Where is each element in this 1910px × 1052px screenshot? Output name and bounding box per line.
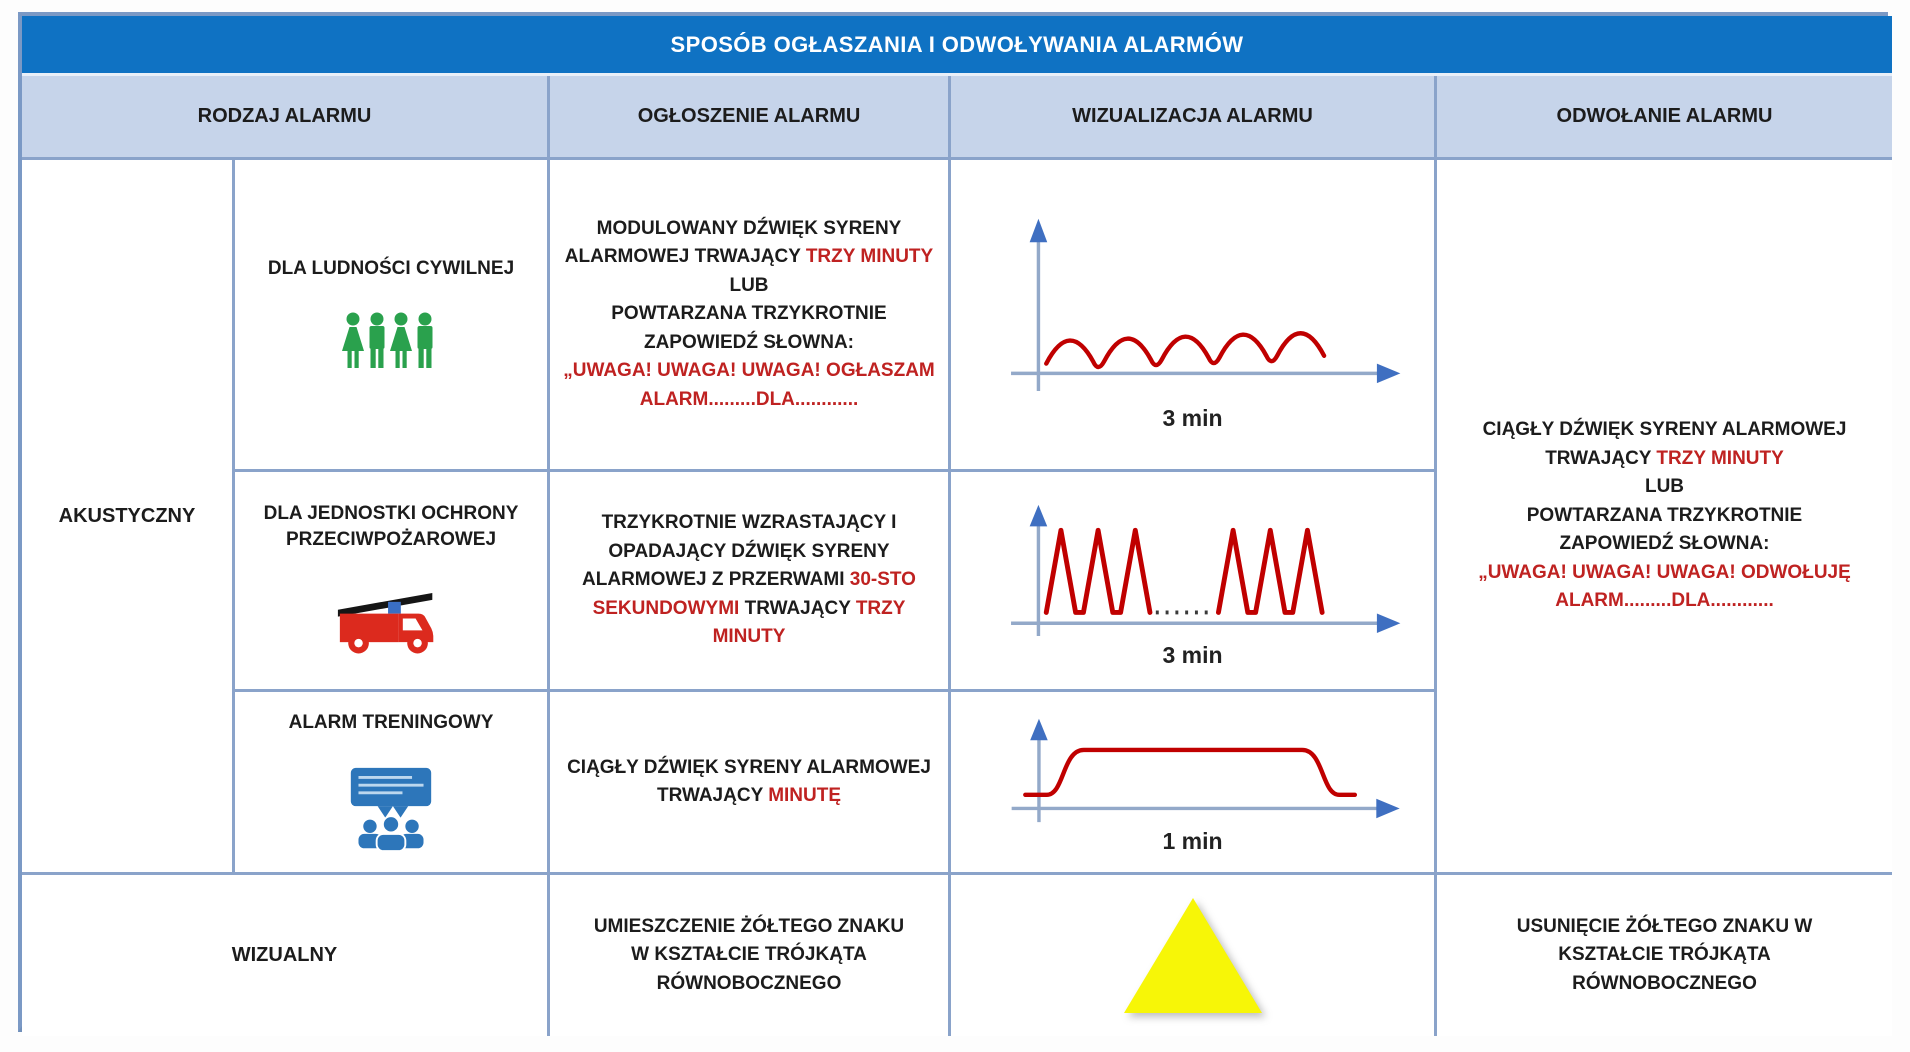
- cell-visualization-civilians: [951, 160, 1437, 472]
- cancellation-text-visual: USUNIĘCIE ŻÓŁTEGO ZNAKU W KSZTAŁCIE TRÓJKĄTA RÓWNOBOCZNEGO: [1516, 915, 1813, 994]
- announcement-text-fire-brigade: TRZYKROTNIE WZRASTAJĄCY I OPADAJĄCY DŹWIĘK SYRENY ALARMOWEJ Z PRZERWAMI 30-STO SEKUNDOWYMI TRWAJĄCY TRZY MINUTY: [582, 512, 916, 648]
- cell-alarm-type-civilians: [235, 160, 550, 472]
- alarm-type-label-training: ALARM TRENINGOWY: [288, 712, 494, 734]
- training-presentation-icon: [343, 766, 439, 854]
- cell-cancellation-visual: [1437, 875, 1892, 1036]
- duration-label: 3 min: [1162, 405, 1223, 431]
- announcement-text-civilians: MODULOWANY DŹWIĘK SYRENY ALARMOWEJ TRWAJĄCY TRZY MINUTY LUB POWTARZANA TRZYKROTNIE ZAPOWIEDŹ SŁOWNA: „UWAGA! UWAGA! UWAGA! OGŁASZAM ALARM.........DLA............: [563, 217, 935, 410]
- rising-falling-peaks-plot: [968, 493, 1418, 640]
- announcement-text-training: CIĄGŁY DŹWIĘK SYRENY ALARMOWEJ TRWAJĄCY MINUTĘ: [567, 756, 931, 806]
- cell-announcement-civilians: [550, 160, 951, 472]
- column-header-ogloszenie-alarmu: OGŁOSZENIE ALARMU: [550, 76, 951, 160]
- fire-truck-icon: [332, 583, 450, 660]
- cell-alarm-type-training: [235, 692, 550, 875]
- yellow-triangle-icon: [1118, 893, 1268, 1019]
- cell-visualization-fire-brigade: [951, 472, 1437, 692]
- cancellation-text-acoustic: CIĄGŁY DŹWIĘK SYRENY ALARMOWEJ TRWAJĄCY TRZY MINUTY LUB POWTARZANA TRZYKROTNIE ZAPOWIEDŹ SŁOWNA: „UWAGA! UWAGA! UWAGA! ODWOŁUJĘ ALARM.........DLA............: [1478, 419, 1851, 612]
- duration-label: 3 min: [1162, 641, 1223, 668]
- x-axis-arrow-icon: [1376, 799, 1399, 819]
- cell-visualization-visual: [951, 875, 1437, 1036]
- cell-announcement-training: [550, 692, 951, 875]
- column-header-rodzaj-alarmu: RODZAJ ALARMU: [22, 76, 550, 160]
- y-axis-arrow-icon: [1029, 504, 1047, 526]
- civilians-icon: [336, 311, 446, 373]
- alarm-type-label-fire-brigade: DLA JEDNOSTKI OCHRONY PRZECIWPOŻAROWEJ: [263, 503, 519, 550]
- alarm-table: [18, 12, 1888, 1032]
- cell-visualization-training: [951, 692, 1437, 875]
- alarm-type-label-civilians: DLA LUDNOŚCI CYWILNEJ: [267, 257, 515, 279]
- y-axis-arrow-icon: [1030, 719, 1048, 740]
- x-axis-arrow-icon: [1376, 613, 1399, 633]
- cell-announcement-fire-brigade: [550, 472, 951, 692]
- continuous-plateau-plot: [968, 709, 1418, 826]
- announcement-text-visual: UMIESZCZENIE ŻÓŁTEGO ZNAKU W KSZTAŁCIE TRÓJKĄTA RÓWNOBOCZNEGO: [593, 915, 905, 994]
- column-header-odwolanie-alarmu: ODWOŁANIE ALARMU: [1437, 76, 1892, 160]
- cell-cancellation-acoustic: [1437, 160, 1892, 875]
- cell-alarm-type-fire-brigade: [235, 472, 550, 692]
- column-header-wizualizacja-alarmu: WIZUALIZACJA ALARMU: [951, 76, 1437, 160]
- table-title: SPOSÓB OGŁASZANIA I ODWOŁYWANIA ALARMÓW: [22, 16, 1892, 76]
- row-label-akustyczny: AKUSTYCZNY: [22, 160, 235, 875]
- y-axis-arrow-icon: [1029, 219, 1047, 242]
- x-axis-arrow-icon: [1376, 364, 1399, 384]
- duration-label: 1 min: [1162, 828, 1223, 854]
- row-label-wizualny: WIZUALNY: [22, 875, 550, 1036]
- cell-announcement-visual: [550, 875, 951, 1036]
- modulated-wave-plot: [968, 197, 1418, 403]
